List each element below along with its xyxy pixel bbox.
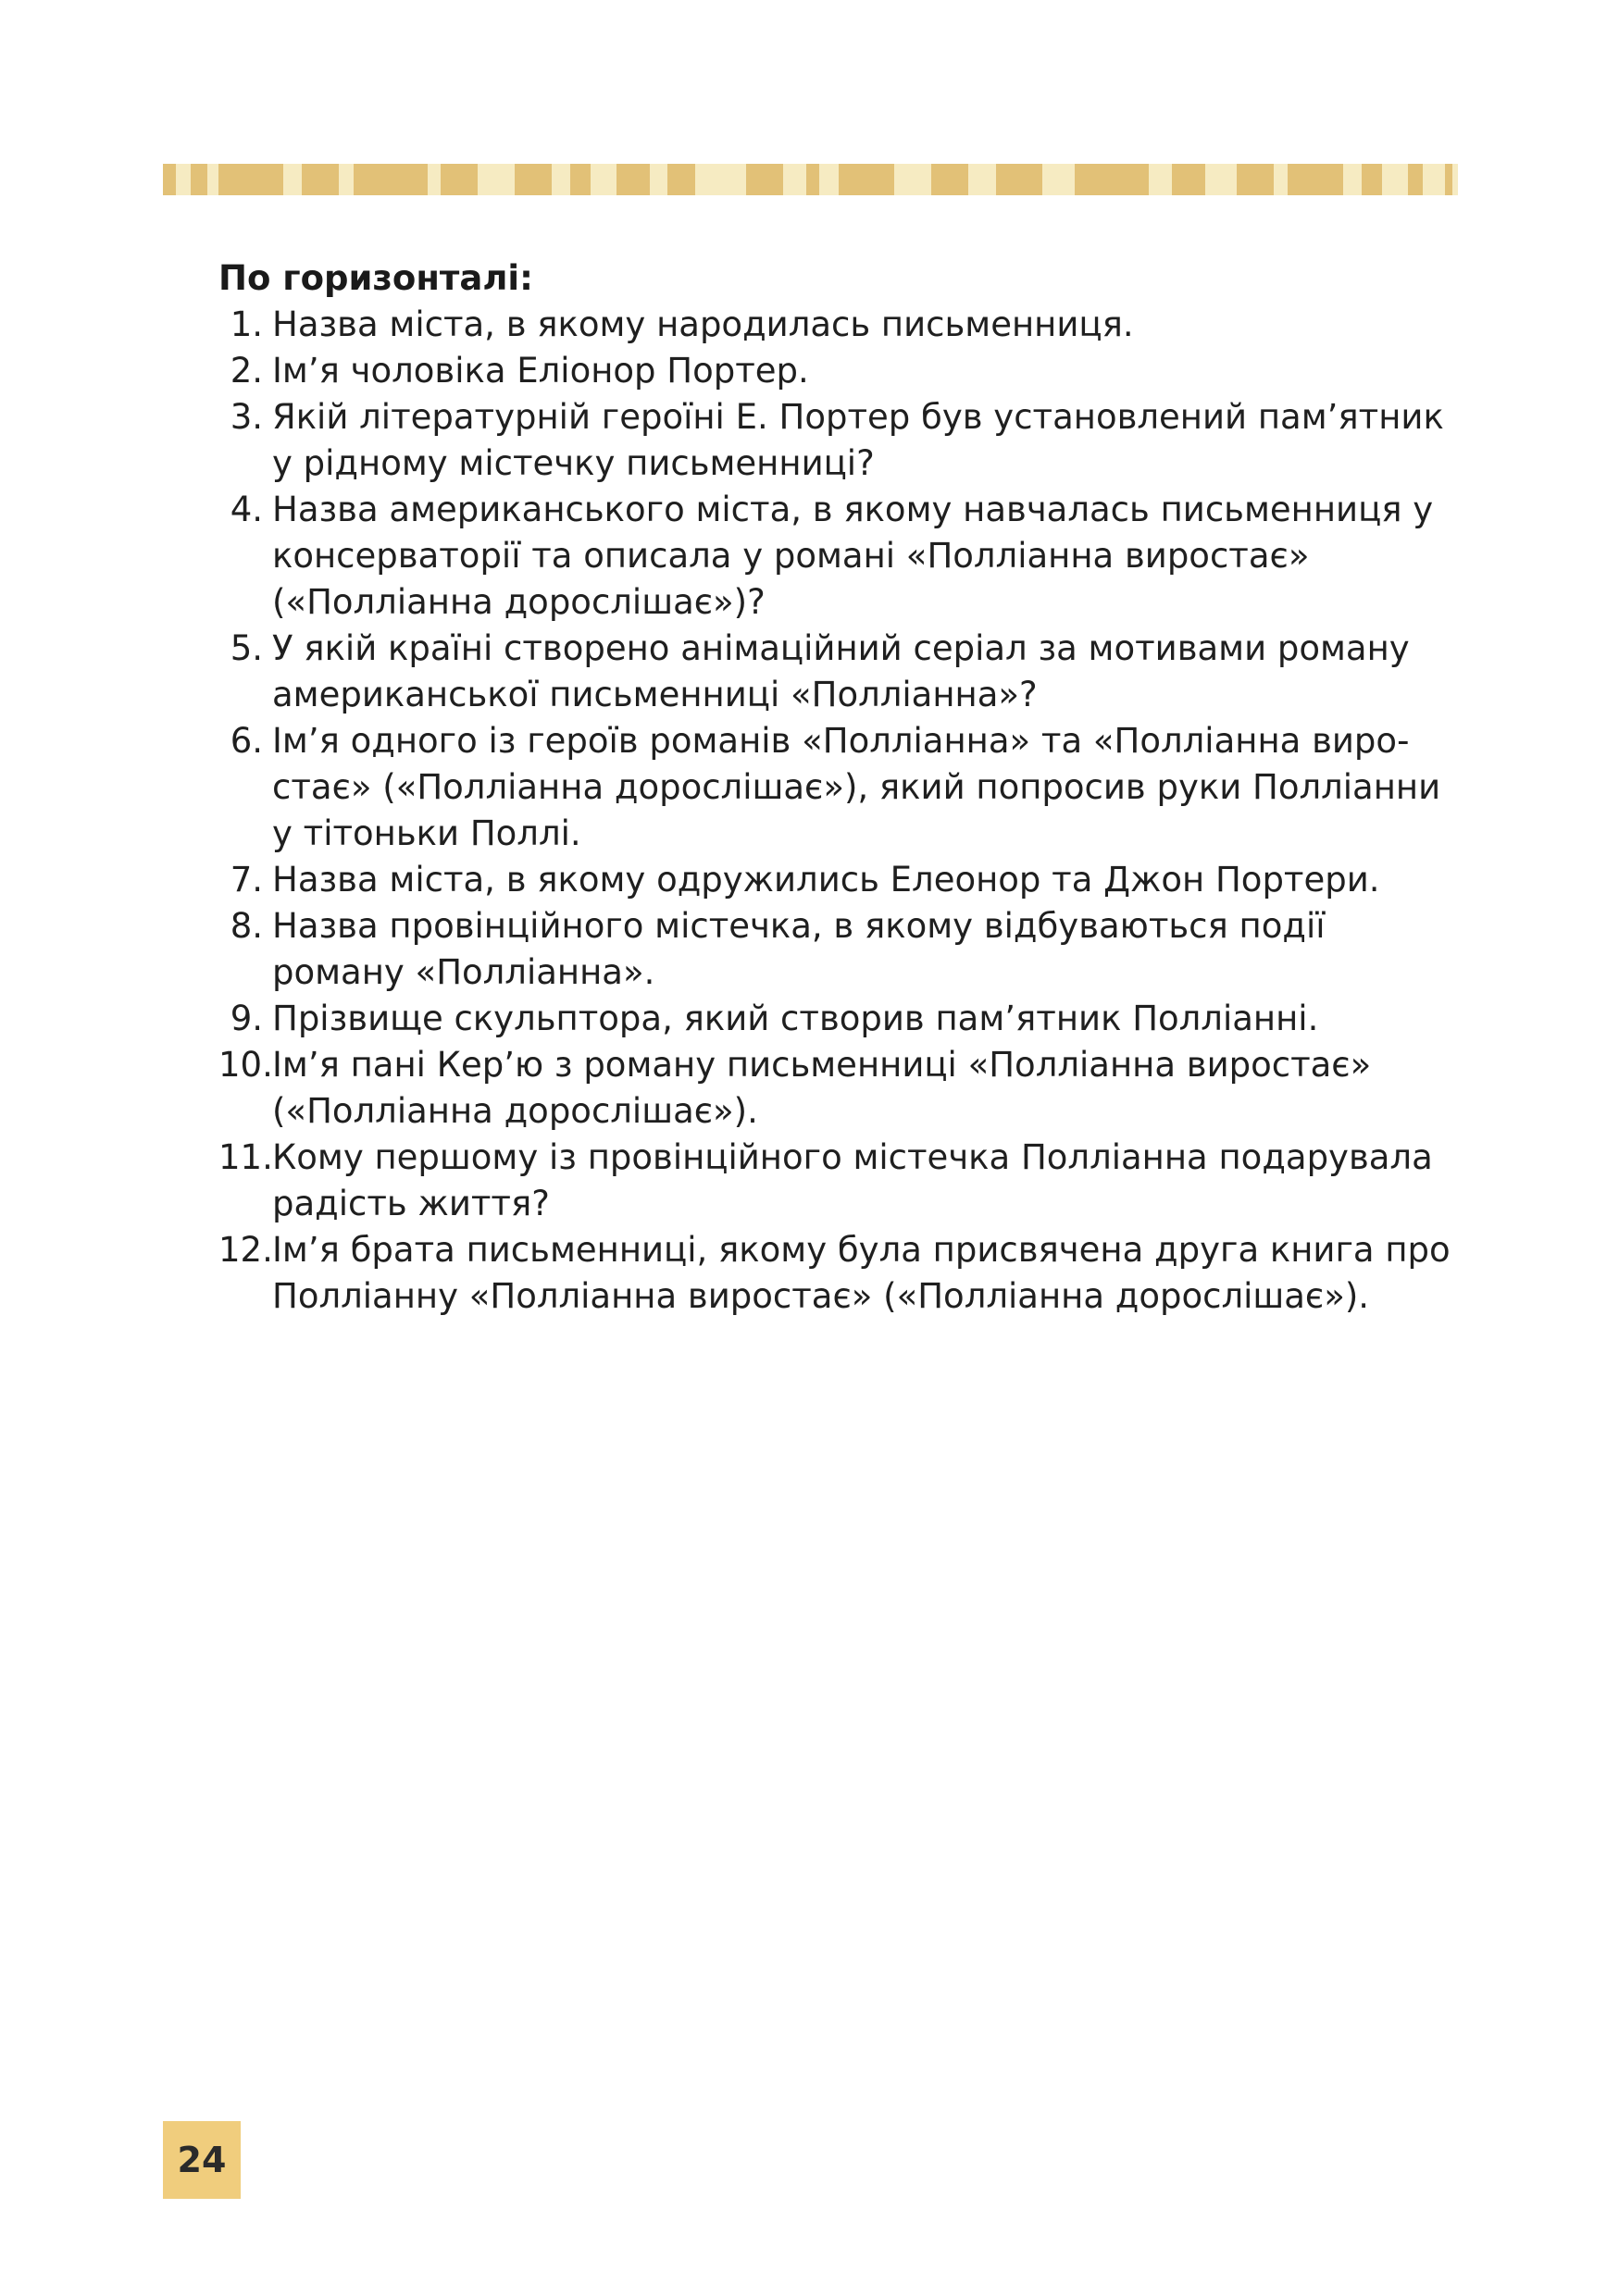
clue-item bbox=[218, 394, 1459, 487]
clue-item bbox=[218, 903, 1459, 996]
clue-text: Кому першому із провінційного містечка Поллiанна подарувала радість життя? bbox=[272, 1137, 1433, 1223]
clue-text: Ім’я брата письменниці, якому була присвячена друга книга про Поллiанну «Поллiанна виростає» («Поллiанна дорослішає»). bbox=[272, 1230, 1451, 1316]
clue-text: Прізвище скульптора, який створив пам’ятник Поллiанні. bbox=[272, 999, 1319, 1038]
clue-item bbox=[218, 718, 1459, 857]
clue-number: 7. bbox=[230, 860, 263, 900]
clue-item bbox=[218, 1135, 1459, 1227]
clue-number: 4. bbox=[230, 490, 263, 529]
section-heading: По горизонталі: bbox=[218, 258, 533, 298]
clue-item bbox=[218, 487, 1459, 626]
clue-number: 5. bbox=[230, 628, 263, 668]
clue-text: Ім’я чоловіка Еліонор Портер. bbox=[272, 351, 809, 391]
clue-item bbox=[218, 302, 1459, 348]
clue-text: Якій літературній героїні Е. Портер був установлений пам’ятник у рідному містечку письменниці? bbox=[272, 397, 1444, 483]
clue-item bbox=[218, 1227, 1459, 1320]
clue-item bbox=[218, 996, 1459, 1042]
clue-number: 9. bbox=[230, 999, 263, 1038]
clue-item bbox=[218, 1042, 1459, 1135]
clue-text: Назва американського міста, в якому навчалась письменниця у консерваторії та описала у романі «Поллiанна виростає» («Полліанна дорослішає»)? bbox=[272, 490, 1434, 622]
clue-number: 6. bbox=[230, 721, 263, 761]
clue-item bbox=[218, 626, 1459, 718]
clue-text: Ім’я пані Кер’ю з роману письменниці «Поллiанна виростає» («Поллiанна дорослішає»). bbox=[272, 1045, 1372, 1131]
clue-number: 2. bbox=[230, 351, 263, 391]
page-number-badge: 24 bbox=[163, 2121, 241, 2199]
clue-text: Назва міста, в якому одружились Елеонор та Джон Портери. bbox=[272, 860, 1380, 900]
clue-number: 3. bbox=[230, 397, 263, 437]
clue-number: 1. bbox=[230, 304, 263, 344]
decorative-header-band bbox=[163, 164, 1458, 195]
clue-item bbox=[218, 348, 1459, 394]
clue-number: 12. bbox=[218, 1230, 273, 1270]
clue-text: У якій країні створено анімаційний серіал за мотивами роману американської письменниці «Поллiанна»? bbox=[272, 628, 1410, 714]
clue-text: Ім’я одного із героїв романів «Поллiанна» та «Поллiанна виростає» («Поллiанна дорослішає»), який попросив руки Поллiанни у тітоньки Поллі. bbox=[272, 721, 1441, 853]
decorative-stripes bbox=[163, 164, 1458, 195]
clue-number: 10. bbox=[218, 1045, 273, 1085]
clue-number: 8. bbox=[230, 906, 263, 946]
clue-list bbox=[218, 302, 1459, 1320]
clue-item bbox=[218, 857, 1459, 903]
crossword-clues-section bbox=[218, 255, 1459, 1320]
clue-text: Назва міста, в якому народилась письменниця. bbox=[272, 304, 1134, 344]
clue-text: Назва провінційного містечка, в якому відбуваються події роману «Поллiанна». bbox=[272, 906, 1326, 992]
clue-number: 11. bbox=[218, 1137, 273, 1177]
